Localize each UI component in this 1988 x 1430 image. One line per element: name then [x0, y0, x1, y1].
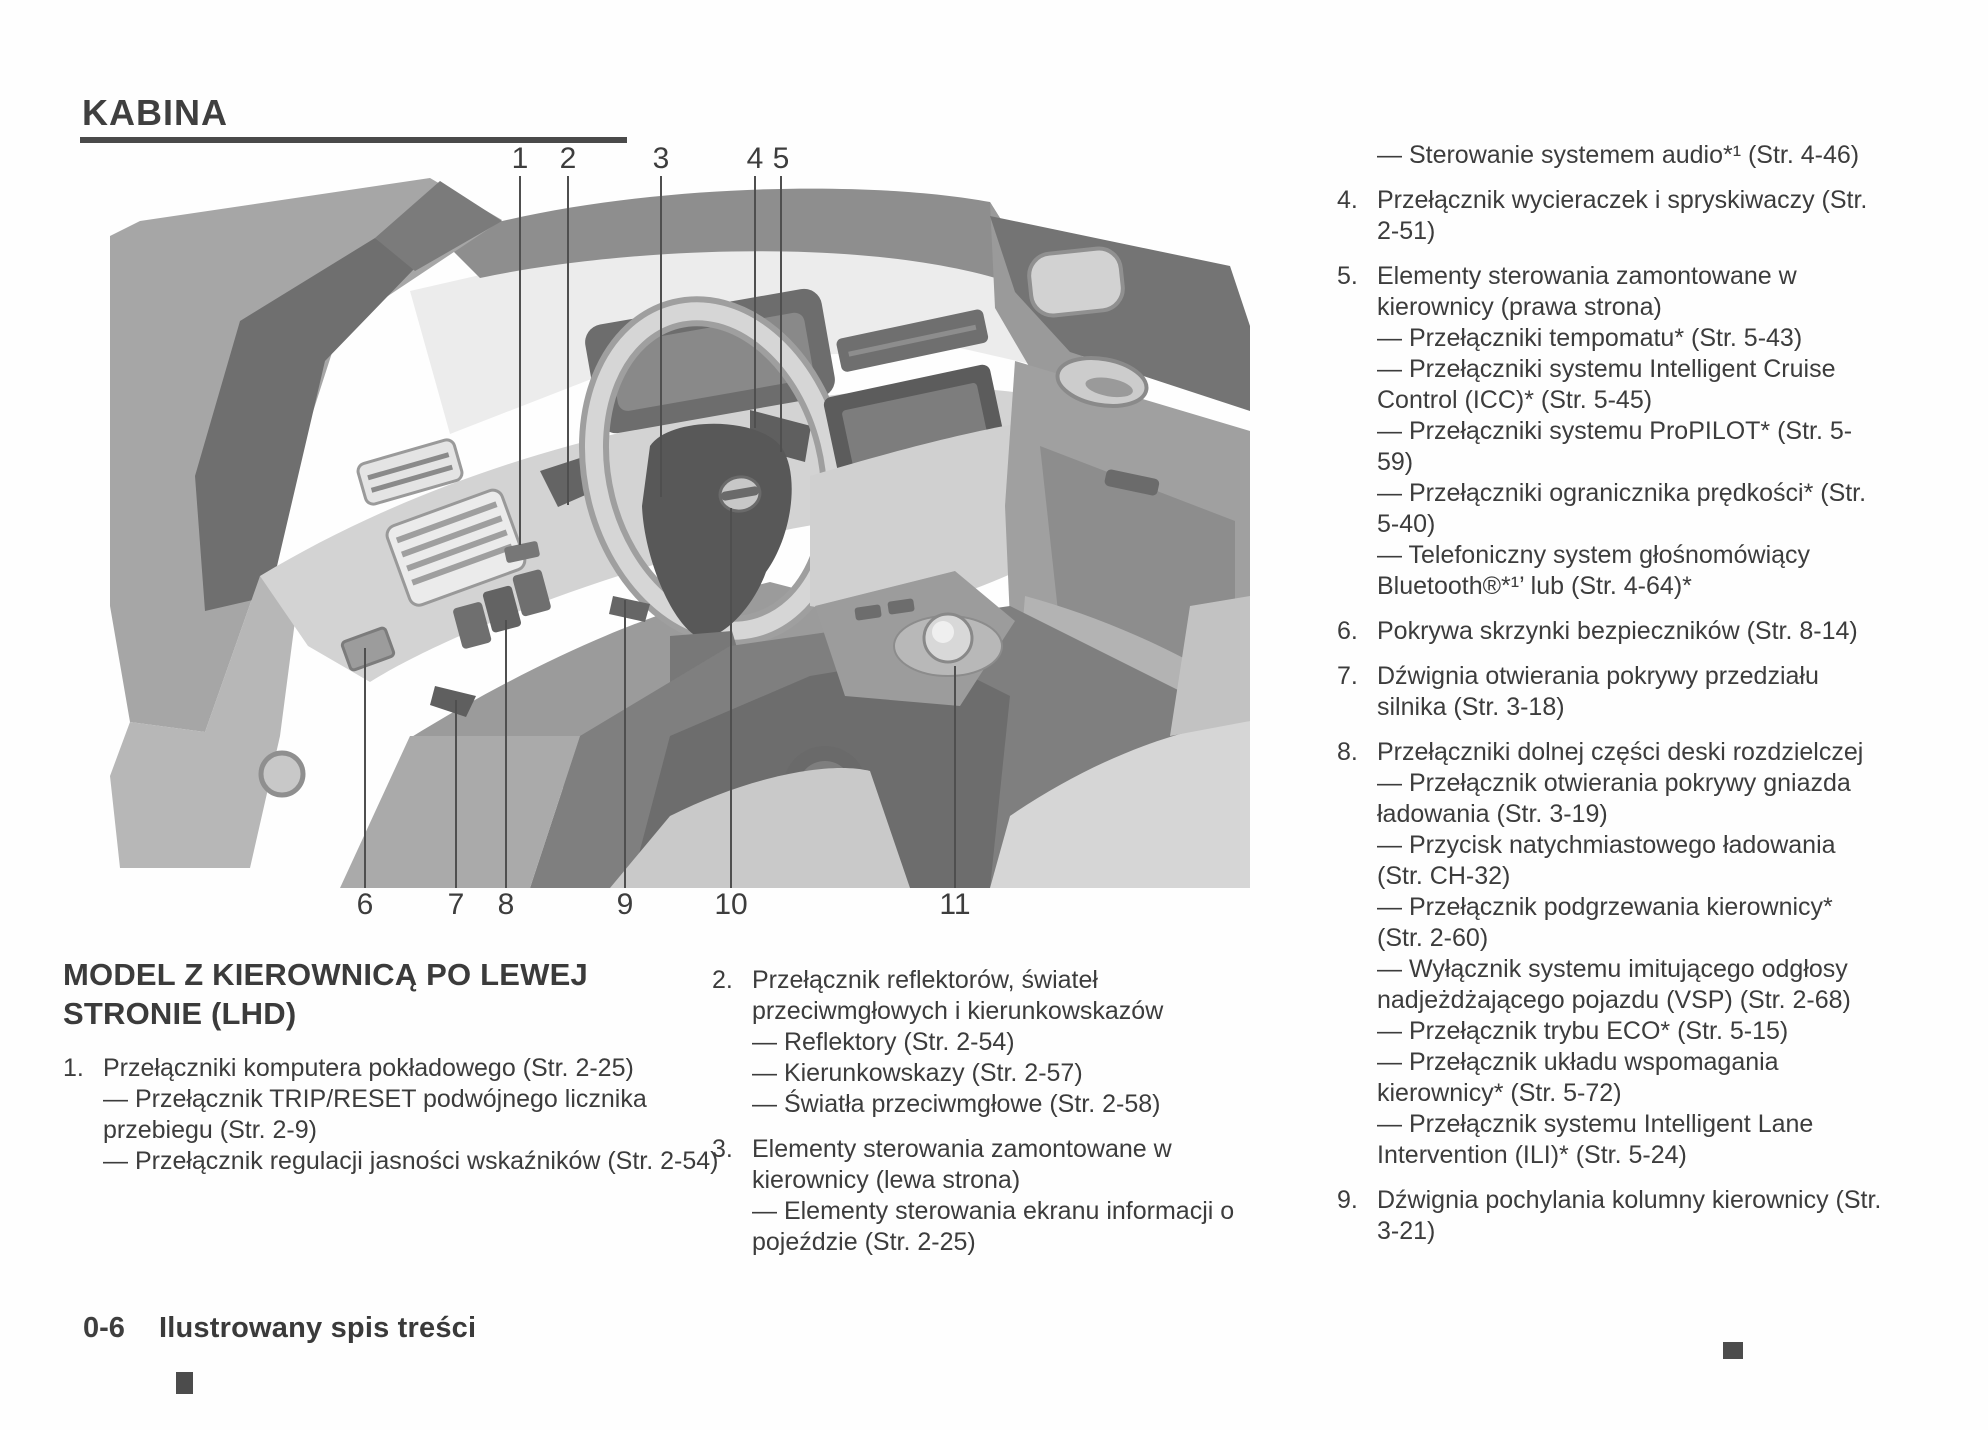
- callout-number: 8: [497, 888, 515, 921]
- item-subline: — Elementy sterowania ekranu informacji o pojeździe (Str. 2-25): [752, 1197, 1235, 1256]
- item-number: 9.: [1337, 1186, 1358, 1214]
- callout-number: 1: [511, 142, 529, 175]
- item-number: 1.: [63, 1054, 84, 1082]
- item-subline: — Kierunkowskazy (Str. 2-57): [752, 1059, 1083, 1087]
- list-item: [1337, 1185, 1882, 1247]
- item-text: Pokrywa skrzynki bezpieczników (Str. 8-14): [1377, 617, 1858, 645]
- column-right: [1337, 140, 1882, 1247]
- door-speaker: [261, 753, 303, 795]
- section-heading: MODEL Z KIEROWNICĄ PO LEWEJ STRONIE (LHD): [63, 957, 588, 1031]
- item-number: [1337, 140, 1377, 171]
- item-subline: — Przycisk natychmiastowego ładowania (Str. CH-32): [1377, 831, 1836, 890]
- footer-section-title: Ilustrowany spis treści: [159, 1312, 477, 1344]
- column-left: [63, 955, 723, 1177]
- item-number: 5.: [1337, 262, 1358, 290]
- item-subline: — Przełącznik trybu ECO* (Str. 5-15): [1377, 1017, 1789, 1045]
- callout-number: 3: [652, 142, 670, 175]
- item-text: Przełączniki dolnej części deski rozdzielczej: [1377, 738, 1864, 766]
- item-subline: — Przełączniki tempomatu* (Str. 5-43): [1377, 324, 1803, 352]
- item-subline: — Wyłącznik systemu imitującego odgłosy nadjeżdżającego pojazdu (VSP) (Str. 2-68): [1377, 955, 1851, 1014]
- cabin-illustration-figure: [110, 140, 1250, 930]
- callout-number: 7: [447, 888, 465, 921]
- list-item: [1337, 661, 1882, 723]
- item-text: Dźwignia otwierania pokrywy przedziału silnika (Str. 3-18): [1377, 662, 1819, 721]
- item-subline: — Telefoniczny system głośnomówiący Bluetooth®*¹’ lub (Str. 4-64)*: [1377, 541, 1811, 600]
- item-subline: — Przełączniki ogranicznika prędkości* (Str. 5-40): [1377, 479, 1867, 538]
- item-text: Dźwignia pochylania kolumny kierownicy (Str. 3-21): [1377, 1186, 1882, 1245]
- footer-marker-left: [176, 1372, 193, 1394]
- item-text: Przełączniki komputera pokładowego (Str. 2-25): [103, 1054, 634, 1082]
- item-subline: — Światła przeciwmgłowe (Str. 2-58): [752, 1090, 1161, 1118]
- footer-page-number: 0-6: [83, 1312, 125, 1344]
- shifter-knob-top: [932, 621, 954, 643]
- item-subline: — Przełączniki systemu ProPILOT* (Str. 5-59): [1377, 417, 1853, 476]
- item-subline: — Przełącznik regulacji jasności wskaźników (Str. 2-54): [103, 1147, 719, 1175]
- item-text: Elementy sterowania zamontowane w kierownicy (lewa strona): [752, 1135, 1172, 1194]
- item-number: 7.: [1337, 662, 1358, 690]
- item-subline: — Przełącznik TRIP/RESET podwójnego licznika przebiegu (Str. 2-9): [103, 1085, 647, 1144]
- list-item: [1337, 185, 1882, 247]
- list-item: [1337, 616, 1882, 647]
- list-item: [63, 1053, 723, 1177]
- list-item: [1337, 737, 1882, 1171]
- side-mirror: [1027, 246, 1125, 317]
- callout-number: 9: [616, 888, 634, 921]
- item-number: 2.: [712, 966, 733, 994]
- item-text: Elementy sterowania zamontowane w kierownicy (prawa strona): [1377, 262, 1797, 321]
- callout-number: 2: [559, 142, 577, 175]
- footer-marker-right: [1723, 1342, 1743, 1359]
- list-item: [1337, 261, 1882, 602]
- column-middle: [712, 965, 1252, 1258]
- item-subline: — Przełączniki systemu Intelligent Cruise Control (ICC)* (Str. 5-45): [1377, 355, 1836, 414]
- item-number: 6.: [1337, 617, 1358, 645]
- item-number: 4.: [1337, 186, 1358, 214]
- item-text: Przełącznik wycieraczek i spryskiwaczy (Str. 2-51): [1377, 186, 1868, 245]
- item-subline: — Reflektory (Str. 2-54): [752, 1028, 1015, 1056]
- item-subline: — Przełącznik podgrzewania kierownicy* (Str. 2-60): [1377, 893, 1833, 952]
- callout-number: 10: [714, 888, 748, 921]
- item-subline: — Przełącznik układu wspomagania kierownicy* (Str. 5-72): [1377, 1048, 1779, 1107]
- item-text: Przełącznik reflektorów, świateł przeciwmgłowych i kierunkowskazów: [752, 966, 1164, 1025]
- callout-number: 6: [356, 888, 374, 921]
- item-subline: — Przełącznik systemu Intelligent Lane Intervention (ILI)* (Str. 5-24): [1377, 1110, 1814, 1169]
- list-item: [712, 965, 1252, 1120]
- list-item: [1337, 140, 1882, 171]
- list-item: [712, 1134, 1252, 1258]
- car-interior-illustration: [110, 176, 1250, 888]
- item-subline: — Sterowanie systemem audio*¹ (Str. 4-46): [1377, 141, 1860, 169]
- item-subline: — Przełącznik otwierania pokrywy gniazda ładowania (Str. 3-19): [1377, 769, 1851, 828]
- item-number: 8.: [1337, 738, 1358, 766]
- page-title: KABINA: [82, 92, 228, 133]
- item-number: 3.: [712, 1135, 733, 1163]
- callout-number: 5: [772, 142, 790, 175]
- callout-number: 4: [746, 142, 764, 175]
- callout-number: 11: [939, 888, 971, 921]
